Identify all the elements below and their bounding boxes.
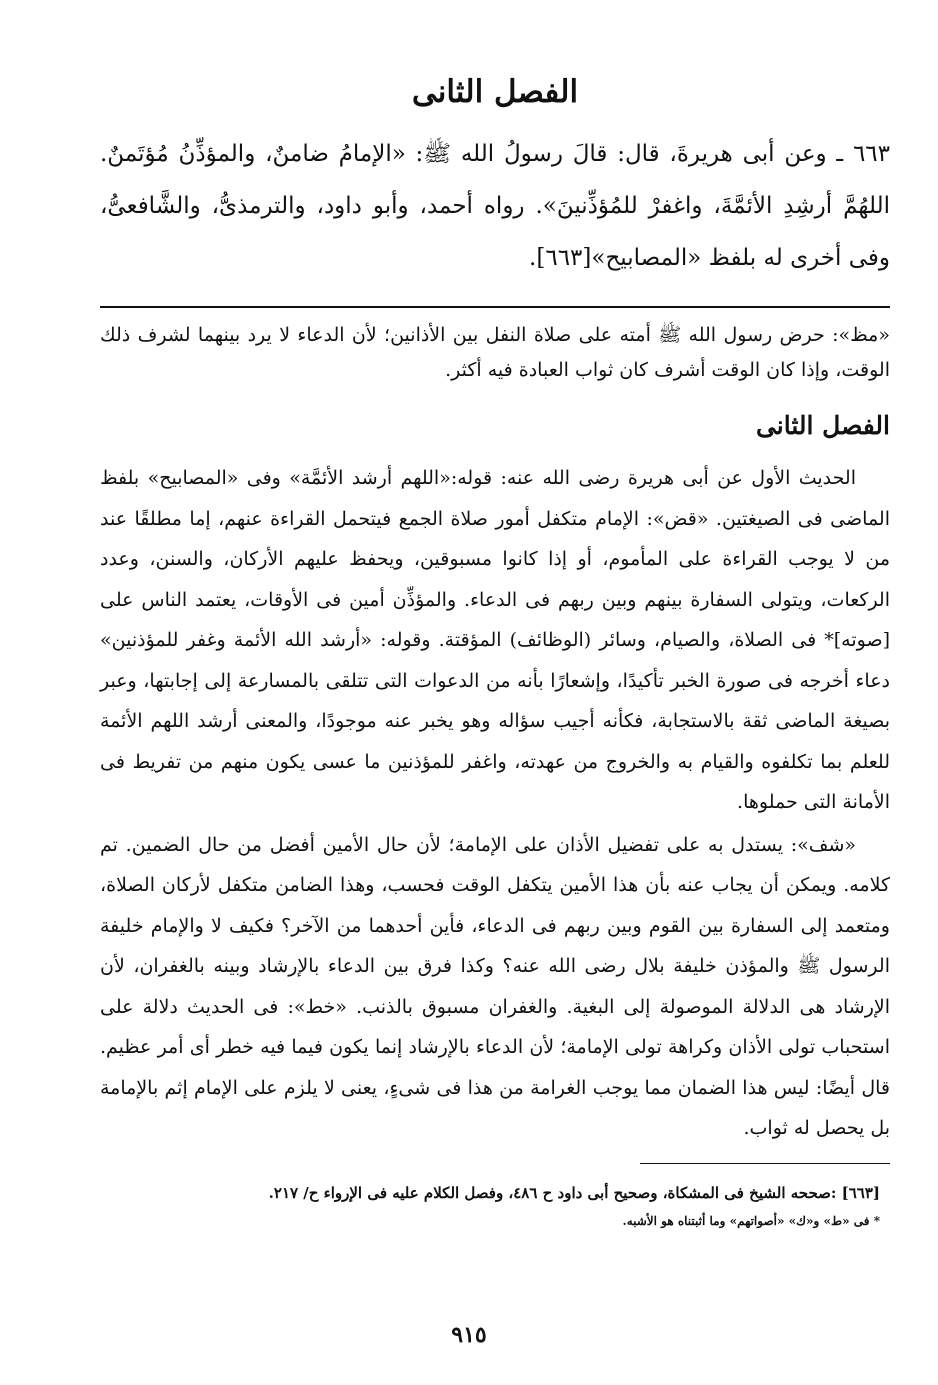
hadith-text: ٦٦٣ ـ وعن أبى هريرةَ، قال: قالَ رسولُ الله ﷺ: «الإمامُ ضامنٌ، والمؤذِّنُ مُؤتَمنٌ. اللهُمَّ أرشِدِ الأئمَّةَ، واغفرْ للمُؤذِّنينَ». رواه أحمد، وأبو داود، والترمذىُّ، والشَّافعىُّ، وفى أخرى له بلفظ «المصابيح»[٦٦٣].	[100, 141, 890, 271]
commentary-paragraph-1: الحديث الأول عن أبى هريرة رضى الله عنه: قوله:«اللهم أرشد الأئمَّة» وفى «المصابيح» بلفظ الماضى فى الصيغتين. «قض»: الإمام متكفل أمور صلاة الجمع فيتحمل القراءة عنهم، إما مطلقًا عند من لا يوجب القراءة على المأموم، أو إذا كانوا مسبوقين، ويحفظ عليهم الأركان، والسنن، وعدد الركعات، ويتولى السفارة بينهم وبين ربهم فى الدعاء. والمؤذِّن أمين فى الأوقات، يعتمد الناس على [صوته]* فى الصلاة، والصيام، وسائر (الوظائف) المؤقتة. وقوله: «أرشد الله الأئمة وغفر للمؤذنين» دعاء أخرجه فى صورة الخبر تأكيدًا، وإشعارًا بأنه من الدعوات التى تتلقى بالمسارعة إلى إجابتها، وعبر بصيغة الماضى ثقة بالاستجابة، فكأنه أجيب سؤاله وهو يخبر عنه موجودًا، والمعنى أرشد اللهم الأئمة للعلم بما تكلفوه والقيام به والخروج من عهدته، واغفر للمؤذنين ما عسى يكون منهم من تفريط فى الأمانة التى حملوها.	[100, 467, 890, 813]
page-number: ٩١٥	[451, 1322, 487, 1348]
page-body	[100, 70, 890, 1234]
short-commentary: «مظ»: حرض رسول الله ﷺ أمته على صلاة النفل بين الأذانين؛ لأن الدعاء لا يرد بينهما لشرف ذلك الوقت، وإذا كان الوقت أشرف كان ثواب العبادة فيه أكثر.	[100, 324, 890, 381]
chapter-heading: الفصل الثانى	[411, 74, 579, 110]
commentary-paragraph-2: «شف»: يستدل به على تفضيل الأذان على الإمامة؛ لأن حال الأمين أفضل من حال الضمين. تم كلامه. ويمكن أن يجاب عنه بأن هذا الأمين يتكفل الوقت فحسب، وهذا الضامن متكفل لأركان الصلاة، ومتعمد إلى السفارة بين القوم وبين ربهم فى الدعاء، فأين أحدهما من الآخر؟ فكيف لا والإمام خليفة الرسول ﷺ والمؤذن خليفة بلال رضى الله عنه؟ وكذا فرق بين الدعاء بالإرشاد وبينه بالغفران، لأن الإرشاد هى الدلالة الموصولة إلى البغية. والغفران مسبوق بالذنب. «خط»: فى الحديث دلالة على استحباب تولى الأذان وكراهة تولى الإمامة؛ لأن الدعاء بالإرشاد إنما يكون فيما فيه خطر أى أمر عظيم. قال أيضًا: ليس هذا الضمان مما يوجب الغرامة من هذا فى شىءٍ، يعنى لا يلزم على الإمام إثم بالإمامة بل يحصل له ثواب.	[100, 833, 890, 1139]
footnote-divider	[640, 1163, 890, 1164]
section-divider	[100, 306, 890, 308]
footnote-reference: [٦٦٣] :صححه الشيخ فى المشكاة، وصحيح أبى داود ح ٤٨٦، وفصل الكلام عليه فى الإرواء ح/ ٢١٧.	[268, 1183, 880, 1202]
section-heading: الفصل الثانى	[755, 411, 890, 440]
footnote-star: * فى «ط» و«ك» «أصواتهم» وما أثبتناه هو الأشبه.	[622, 1213, 880, 1228]
